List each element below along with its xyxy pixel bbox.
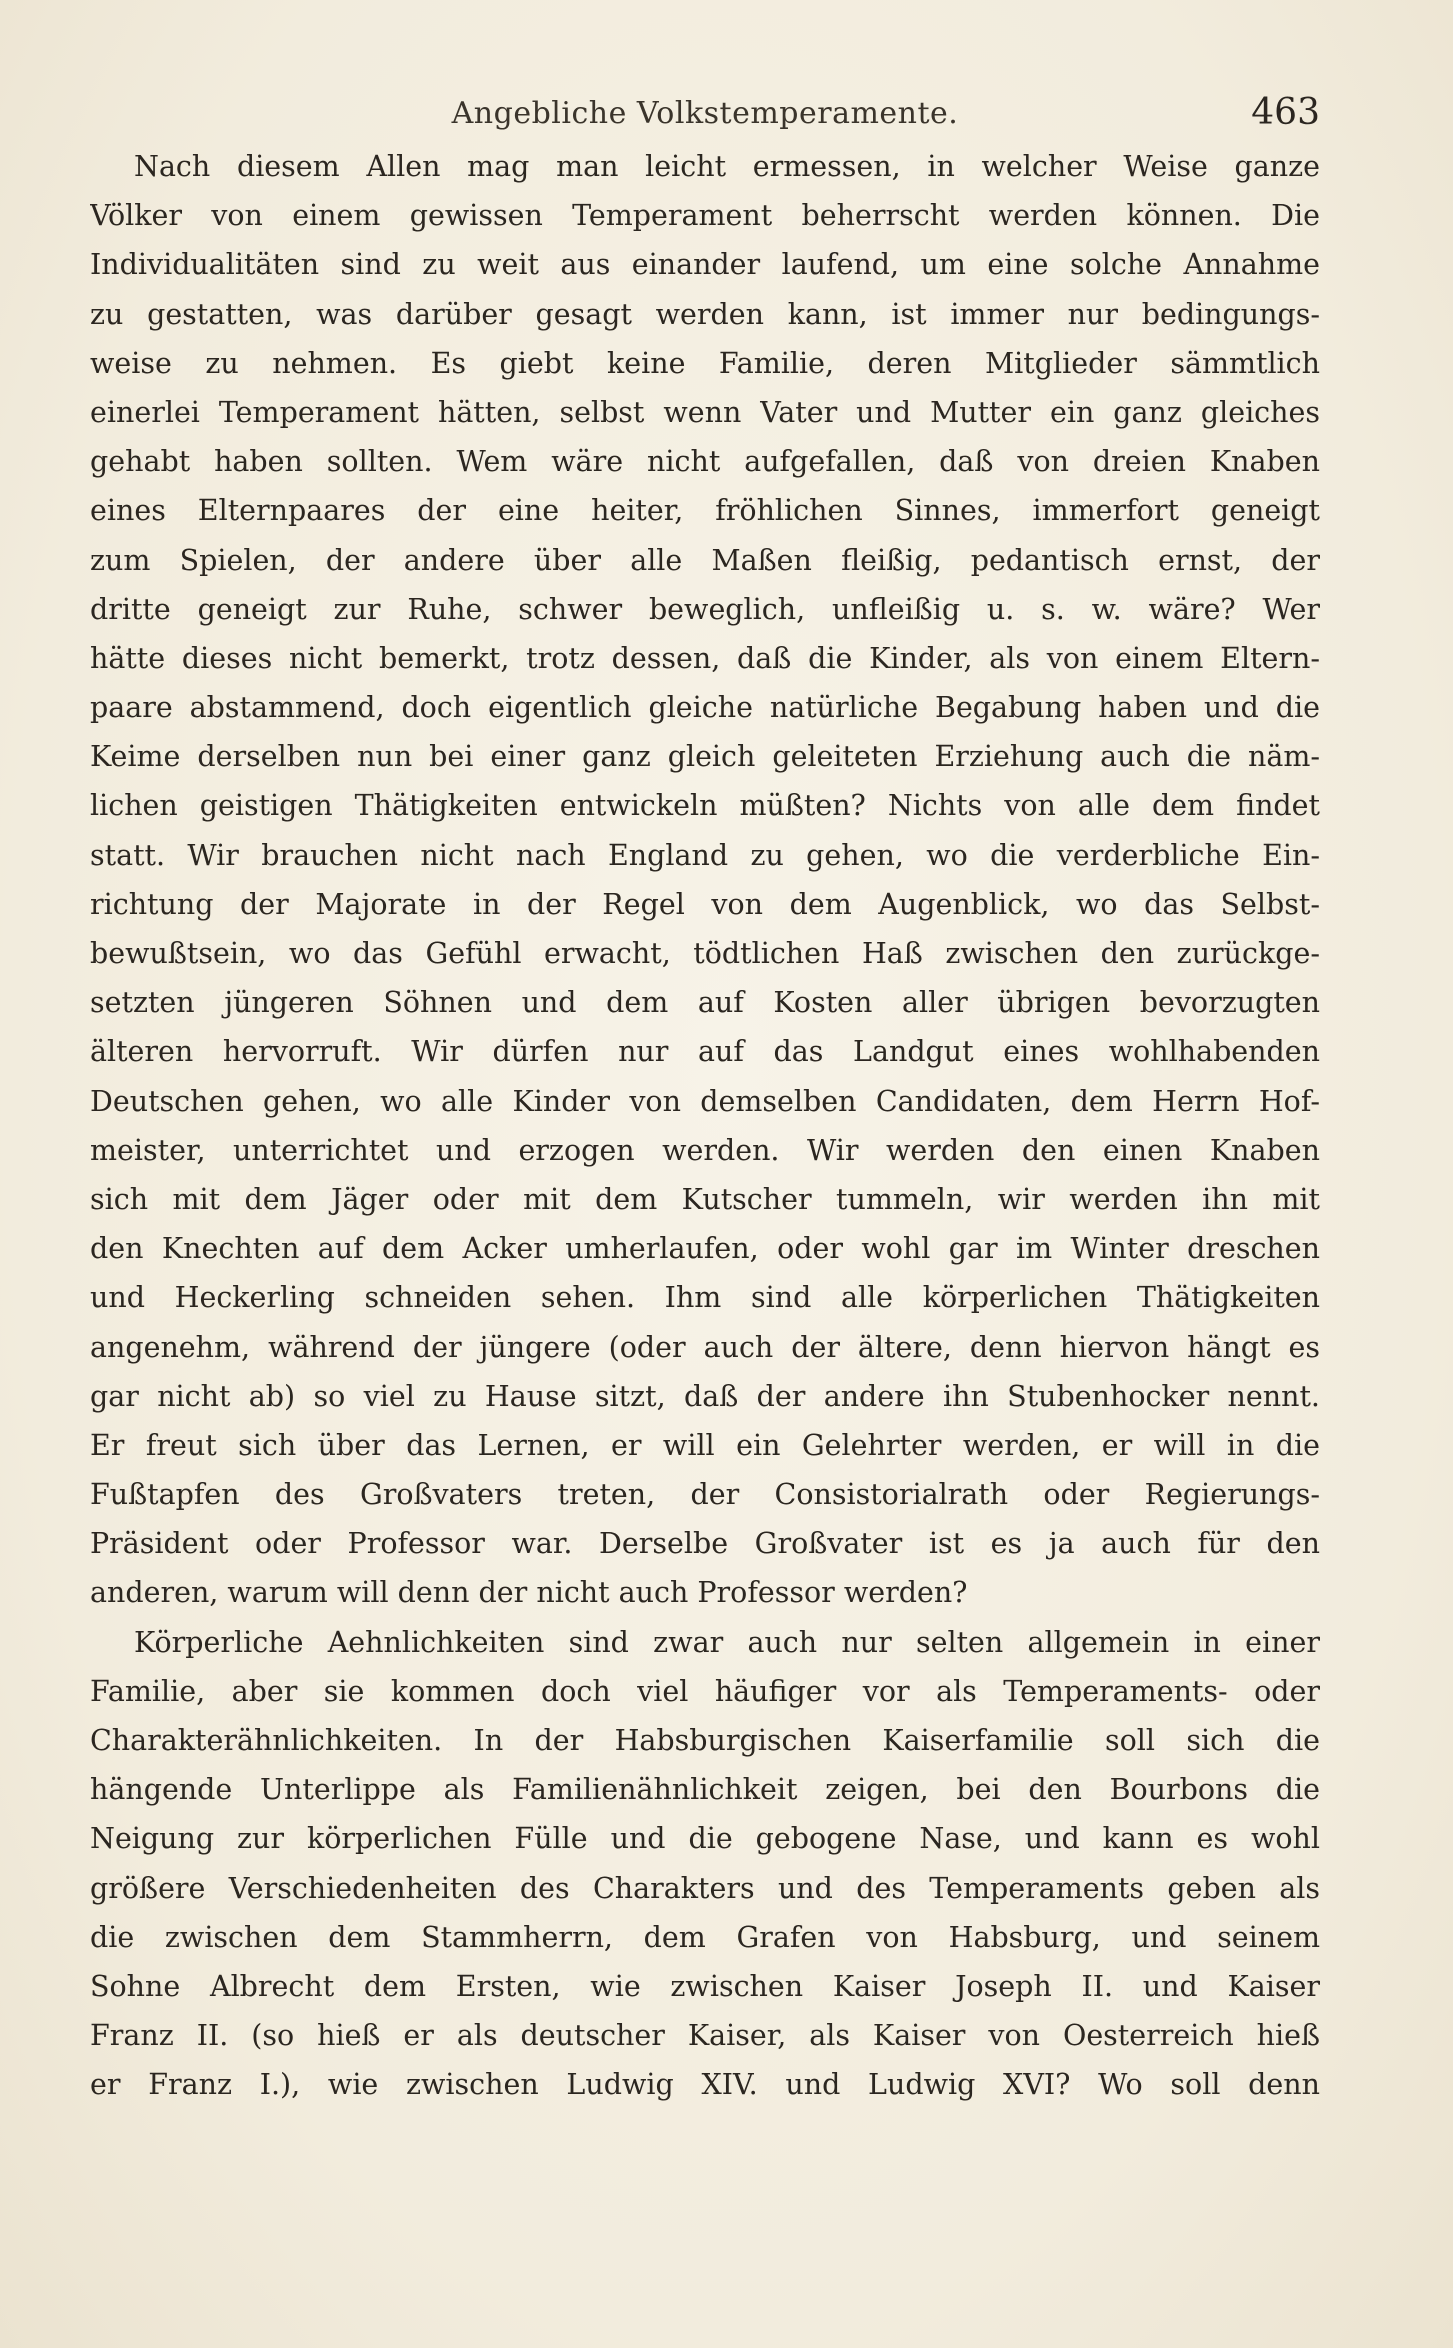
text-line: Körperliche Aehnlichkeiten sind zwar auch nur selten allgemein in einer: [134, 1625, 1320, 1659]
text-line: Er freut sich über das Lernen, er will ein Gelehrter werden, er will in die: [90, 1428, 1320, 1462]
text-line: Keime derselben nun bei einer ganz gleich geleiteten Erziehung auch die näm-: [90, 740, 1320, 774]
text-line: hängende Unterlippe als Familienähnlichkeit zeigen, bei den Bourbons die: [90, 1773, 1320, 1807]
body-text: [90, 142, 1320, 2110]
text-line: gar nicht ab) so viel zu Hause sitzt, daß der andere ihn Stubenhocker nennt.: [90, 1379, 1320, 1413]
text-line: er Franz I.), wie zwischen Ludwig XIV. und Ludwig XVI? Wo soll denn: [90, 2068, 1320, 2102]
text-line: meister, unterrichtet und erzogen werden. Wir werden den einen Knaben: [90, 1133, 1320, 1167]
text-line: dritte geneigt zur Ruhe, schwer beweglich, unfleißig u. s. w. wäre? Wer: [90, 592, 1320, 626]
text-line: statt. Wir brauchen nicht nach England zu gehen, wo die verderbliche Ein-: [90, 838, 1320, 872]
text-line: zu gestatten, was darüber gesagt werden kann, ist immer nur bedingungs-: [90, 297, 1320, 331]
text-line: Franz II. (so hieß er als deutscher Kaiser, als Kaiser von Oesterreich hieß: [90, 2019, 1320, 2053]
text-line: Völker von einem gewissen Temperament beherrscht werden können. Die: [90, 199, 1320, 233]
running-head: [90, 92, 1320, 144]
text-line: Charakterähnlichkeiten. In der Habsburgischen Kaiserfamilie soll sich die: [90, 1724, 1320, 1757]
text-line: älteren hervorruft. Wir dürfen nur auf das Landgut eines wohlhabenden: [90, 1035, 1320, 1069]
text-line: hätte dieses nicht bemerkt, trotz dessen, daß die Kinder, als von einem Eltern-: [90, 641, 1320, 675]
text-line: setzten jüngeren Söhnen und dem auf Kosten aller übrigen bevorzugten: [90, 986, 1320, 1020]
text-line: die zwischen dem Stammherrn, dem Grafen von Habsburg, und seinem: [90, 1920, 1320, 1954]
text-line: gehabt haben sollten. Wem wäre nicht aufgefallen, daß von dreien Knaben: [90, 445, 1320, 479]
text-line: zum Spielen, der andere über alle Maßen fleißig, pedantisch ernst, der: [90, 543, 1320, 577]
text-line: paare abstammend, doch eigentlich gleiche natürliche Begabung haben und die: [90, 691, 1320, 725]
text-line: weise zu nehmen. Es giebt keine Familie, deren Mitglieder sämmtlich: [90, 346, 1320, 380]
text-line: Familie, aber sie kommen doch viel häufiger vor als Temperaments- oder: [90, 1674, 1320, 1708]
text-line: Fußtapfen des Großvaters treten, der Consistorialrath oder Regierungs-: [90, 1478, 1320, 1512]
text-line: angenehm, während der jüngere (oder auch der ältere, denn hiervon hängt es: [90, 1330, 1320, 1364]
text-line: Nach diesem Allen mag man leicht ermessen, in welcher Weise ganze: [134, 150, 1320, 183]
text-line: eines Elternpaares der eine heiter, fröhlichen Sinnes, immerfort geneigt: [90, 494, 1320, 528]
page-number: 463: [1251, 92, 1320, 133]
text-line: richtung der Majorate in der Regel von dem Augenblick, wo das Selbst-: [90, 887, 1320, 921]
text-line: bewußtsein, wo das Gefühl erwacht, tödtlichen Haß zwischen den zurückge-: [90, 937, 1320, 970]
text-line: lichen geistigen Thätigkeiten entwickeln müßten? Nichts von alle dem findet: [90, 789, 1320, 823]
text-line: und Heckerling schneiden sehen. Ihm sind alle körperlichen Thätigkeiten: [90, 1281, 1320, 1315]
text-line: einerlei Temperament hätten, selbst wenn Vater und Mutter ein ganz gleiches: [90, 395, 1320, 429]
text-line: Individualitäten sind zu weit aus einander laufend, um eine solche Annahme: [90, 248, 1320, 282]
text-line: Neigung zur körperlichen Fülle und die gebogene Nase, und kann es wohl: [90, 1822, 1320, 1856]
text-line: anderen, warum will denn der nicht auch Professor werden?: [90, 1576, 968, 1610]
text-line: sich mit dem Jäger oder mit dem Kutscher tummeln, wir werden ihn mit: [90, 1182, 1320, 1216]
text-line: Präsident oder Professor war. Derselbe Großvater ist es ja auch für den: [90, 1527, 1320, 1561]
text-line: größere Verschiedenheiten des Charakters und des Temperaments geben als: [90, 1871, 1320, 1905]
text-line: Sohne Albrecht dem Ersten, wie zwischen Kaiser Joseph II. und Kaiser: [90, 1969, 1320, 2003]
text-line: Deutschen gehen, wo alle Kinder von demselben Candidaten, dem Herrn Hof-: [90, 1084, 1320, 1118]
running-title: Angebliche Volkstemperamente.: [451, 96, 959, 131]
text-line: den Knechten auf dem Acker umherlaufen, oder wohl gar im Winter dreschen: [90, 1232, 1320, 1266]
